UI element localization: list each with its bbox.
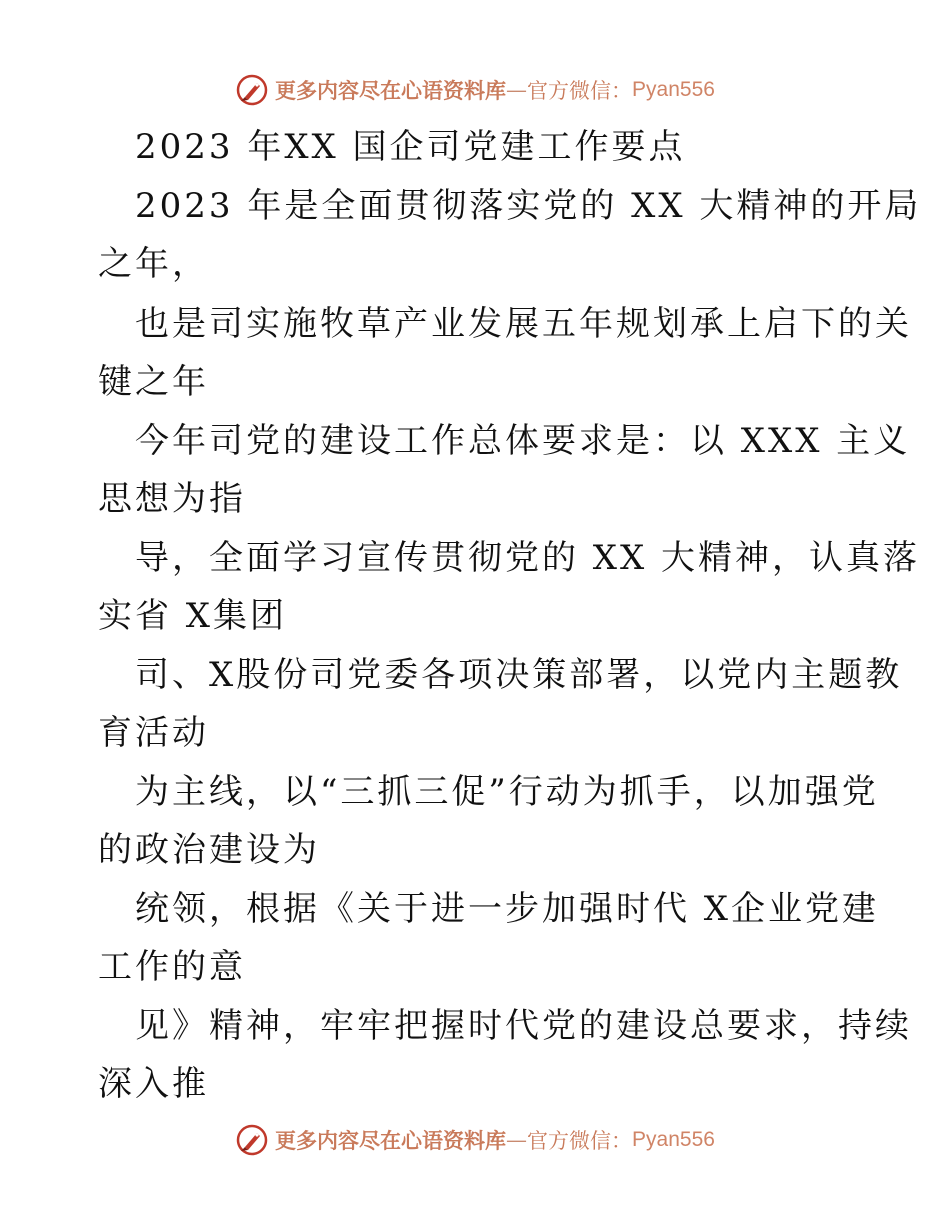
body-line: 之年， (98, 244, 209, 284)
banner-wechat-label: 官方微信： (527, 79, 633, 103)
banner-text: 更多内容尽在心语资料库 (275, 78, 507, 103)
body-line: 见》精神，牢牢把握时代党的建设总要求，持续 (135, 1006, 912, 1046)
body-line: 育活动 (98, 713, 209, 753)
pen-nib-logo-icon (235, 73, 269, 107)
body-line: 工作的意 (98, 947, 246, 987)
banner-text: 更多内容尽在心语资料库 (275, 1128, 507, 1153)
banner-separator: — (506, 78, 528, 102)
body-line: 的政治建设为 (98, 830, 320, 870)
pen-nib-logo-icon (235, 1123, 269, 1157)
body-line: 深入推 (98, 1064, 209, 1104)
body-line: 思想为指 (98, 479, 246, 519)
banner-separator: — (506, 1128, 528, 1152)
banner-wechat-id: Pyan556 (632, 1128, 715, 1151)
body-line: 统领，根据《关于进一步加强时代 X企业党建 (135, 889, 880, 929)
body-line: 今年司党的建设工作总体要求是：以 XXX 主义 (135, 421, 911, 461)
footer-banner (0, 1118, 950, 1162)
body-line: 导，全面学习宣传贯彻党的 XX 大精神，认真落 (135, 538, 921, 578)
body-line: 司、X股份司党委各项决策部署，以党内主题教 (135, 655, 903, 695)
body-line: 键之年 (98, 362, 209, 402)
body-line: 2023 年是全面贯彻落实党的 XX 大精神的开局 (135, 186, 922, 226)
header-banner (0, 68, 950, 112)
document-title: 2023 年XX 国企司党建工作要点 (135, 127, 686, 167)
body-line: 也是司实施牧草产业发展五年规划承上启下的关 (135, 304, 912, 344)
body-line: 实省 X集团 (98, 596, 288, 636)
banner-wechat-label: 官方微信： (527, 1129, 633, 1153)
body-line: 为主线，以“三抓三促”行动为抓手，以加强党 (135, 772, 879, 812)
banner-wechat-id: Pyan556 (632, 78, 715, 101)
